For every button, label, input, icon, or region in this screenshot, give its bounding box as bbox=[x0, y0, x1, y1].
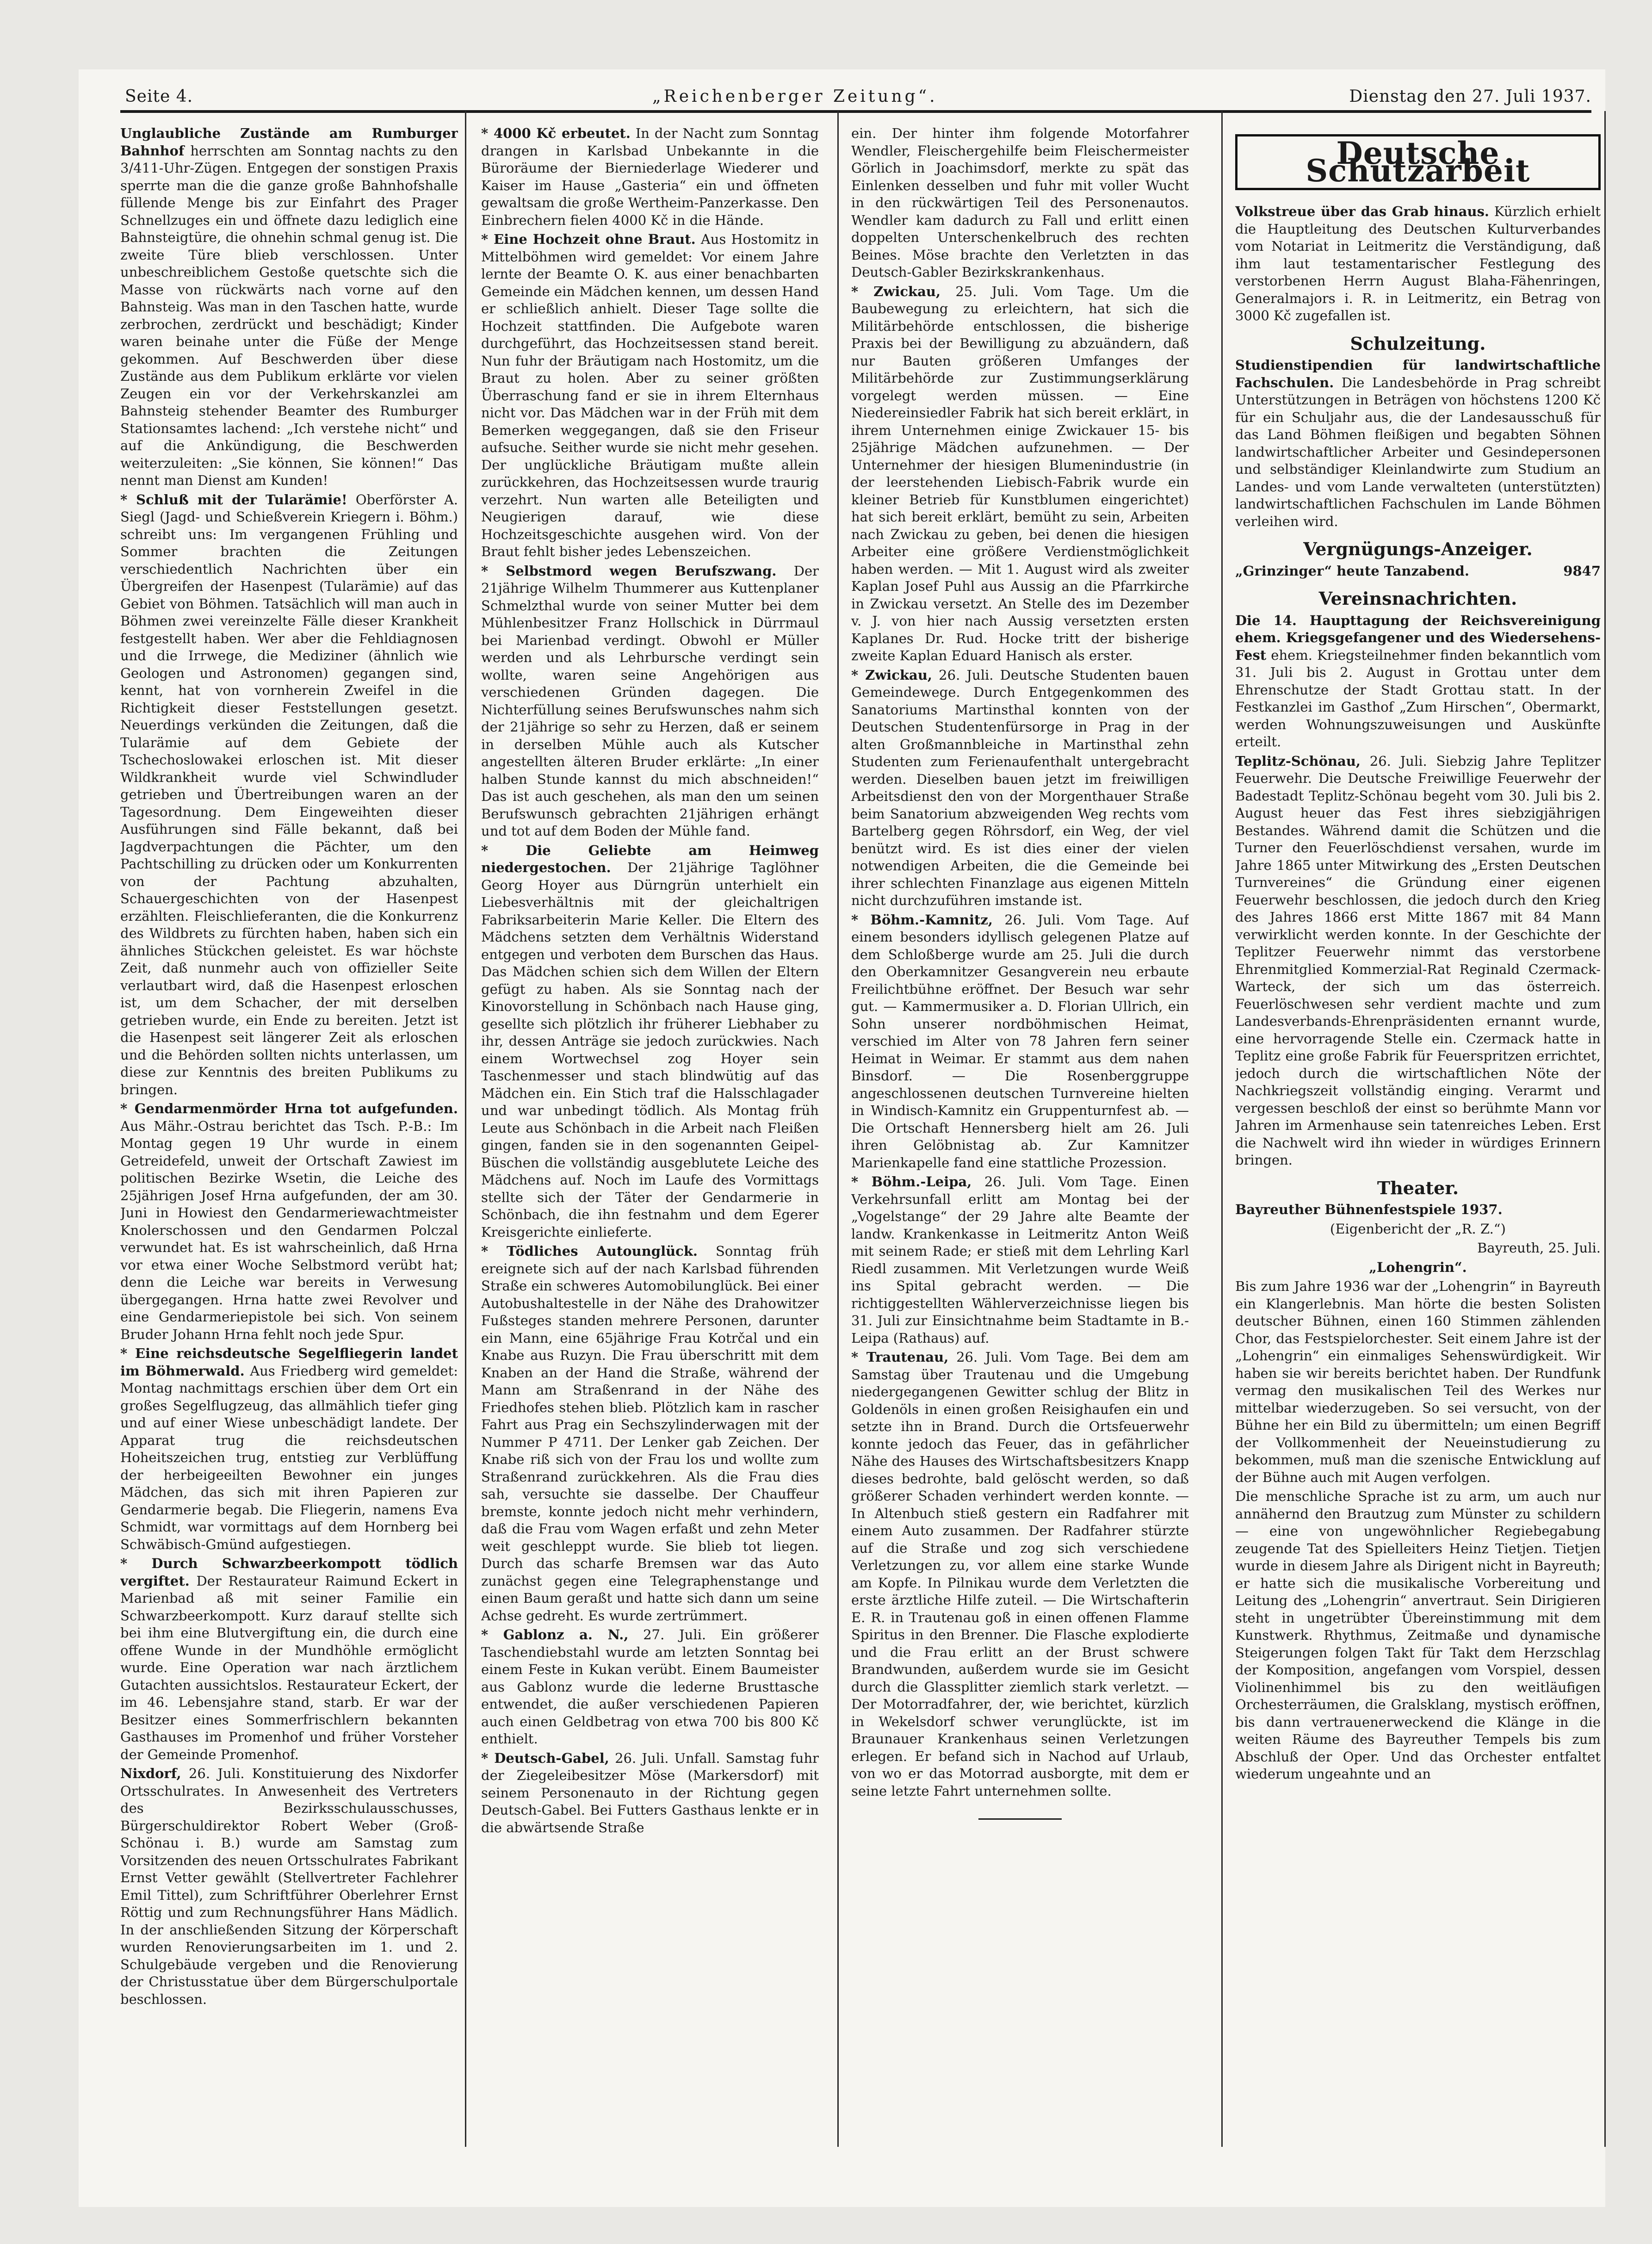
article-body: Der 21jährige Wilhelm Thummerer aus Kuttenplaner Schmelzthal wurde von seiner Mutter bei dem Mühlenbesitzer Franz Hollschick in Dürrmaul bei Marienbad verdingt. Obwohl er Müller werden und als Lehrbursche verdingt sein wollte, waren seine Angehörigen aus verschiedenen Gründen dagegen. Die Nichterfüllung seines Berufswunsches nahm sich der 21jährige so sehr zu Herzen, daß er seinem in derselben Mühle auch als Kutscher angestellten älteren Bruder erklärte: „In einer halben Stunde kannst du mich abschneiden!“ Das ist auch geschehen, als man den um seinen Berufswunsch gebrachten 21jährigen erhängt und tot auf dem Boden der Mühle fand. bbox=[481, 563, 819, 839]
article-headline: * Gendarmenmörder Hrna tot aufgefunden. bbox=[120, 1101, 458, 1116]
section-banner: Deutsche Schutzarbeit bbox=[1235, 134, 1601, 190]
section-title: Theater. bbox=[1377, 1177, 1459, 1198]
article-headline: Die 14. Haupttagung der Reichsvereinigung ehem. Kriegsgefangener und des Wiedersehens-Fest bbox=[1235, 612, 1601, 663]
article-headline: * Selbstmord wegen Berufszwang. bbox=[481, 563, 777, 579]
review-title: Bayreuther Bühnenfestspiele 1937. bbox=[1235, 1202, 1503, 1217]
article-headline: * Gablonz a. N., bbox=[481, 1627, 629, 1643]
article bbox=[851, 283, 1189, 665]
article bbox=[481, 231, 819, 561]
article-body: 26. Juli. Vom Tage. Auf einem besonders idyllisch gelegenen Platze auf dem Schloßberge wurde am 25. Juli die durch den Oberkamnitzer Gesangverein neu erbaute Freilichtbühne eröffnet. Der Besuch war sehr gut. — Kammermusiker a. D. Florian Ullrich, ein Sohn unserer nordböhmischen Heimat, verschied im Alter von 78 Jahren fern seiner Heimat in Weimar. Er stammt aus dem nahen Binsdorf. — Die Rosenberggruppe angeschlossenen deutschen Turnvereine hielten in Windisch-Kamnitz ein Gruppenturnfest ab. — Die Ortschaft Hennersberg hielt am 26. Juli ihren Gelöbnistag ab. Zur Kamnitzer Marienkapelle fand eine stattliche Prozession. bbox=[851, 911, 1189, 1171]
article-headline: * Trautenau, bbox=[851, 1349, 949, 1365]
article-body: 27. Juli. Ein größerer Taschendiebstahl wurde am letzten Sonntag bei einem Feste in Kukan verübt. Einem Baumeister aus Gablonz wurde die lederne Brusttasche entwendet, die außer verschiedenen Papieren auch einen Geldbetrag von etwa 700 bis 800 Kč enthielt. bbox=[481, 1627, 819, 1747]
article-headline: Unglaubliche Zustände am Rumburger Bahnhof bbox=[120, 125, 458, 159]
review-paragraph: Die menschliche Sprache ist zu arm, um auch nur annähernd den Brautzug zum Münster zu schildern — eine von ungewöhnlicher Regiebegabung zeugende Tat des Spielleiters Heinz Tietjen. Tietjen wurde in diesem Jahre als Dirigent nicht in Bayreuth; er hatte sich die musikalische Vorbereitung und Leitung des „Lohengrin“ anvertraut. Sein Dirigieren steht in ungetrübter Übereinstimmung mit dem Kunstwerk. Rhythmus, Zeitmaße und dynamische Steigerungen folgen Takt für Takt dem Herzschlag der Komposition, angefangen vom Vorspiel, dessen Violinenhimmel bis zu den weitläufigen Orchesterräumen, die Gralsklang, mystisch eröffnen, bis dann vertrauenerweckend die Klänge in die weiten Räume des Bayreuther Tempels bis zum Abschluß der Oper. Und das Orchester entfaltet wiederum ungeahnte und an bbox=[1235, 1488, 1601, 1782]
article-body: Aus Friedberg wird gemeldet: Montag nachmittags erschien über dem Ort ein großes Segelflugzeug, das allmählich tiefer ging und auf einer Wiese unbeschädigt landete. Der Apparat trug die reichsdeutschen Hoheitszeichen trug, entstieg zur Verblüffung der herbeigeeilten Bewohner ein junges Mädchen, das sich mit ihren Papieren zur Gendarmerie begab. Die Fliegerin, namens Eva Schmidt, war vormittags auf dem Hornberg bei Schwäbisch-Gmünd aufgestiegen. bbox=[120, 1363, 458, 1552]
article-body: Kürzlich erhielt die Hauptleitung des Deutschen Kulturverbandes vom Notariat in Leitmeritz die Verständigung, daß ihm laut testamentarischer Festlegung des verstorbenen Herrn August Blaha-Fähenringen, Generalmajors i. R. in Leitmeritz, ein Betrag von 3000 Kč zugefallen ist. bbox=[1235, 204, 1601, 323]
article bbox=[1235, 203, 1601, 325]
article bbox=[120, 1100, 458, 1343]
section-title: Schulzeitung. bbox=[1350, 333, 1486, 354]
ad-number: 9847 bbox=[1563, 563, 1601, 579]
article-body: Der Restaurateur Raimund Eckert in Marienbad aß mit seiner Familie ein Schwarzbeerkompott. Kurz darauf stellte sich bei ihm eine Blutvergiftung ein, die durch eine offene Wunde in der Mundhöhle ermöglicht wurde. Eine Operation war nach ärztlichem Gutachten aussichtslos. Restaurateur Eckert, der im 46. Lebensjahre stand, starb. Er war der Besitzer eines Sommerfrischlern bekannten Gasthauses im Promenhof und früher Vorsteher der Gemeinde Promenhof. bbox=[120, 1573, 458, 1762]
article bbox=[120, 1555, 458, 1763]
article-body: 26. Juli. Konstituierung des Nixdorfer Ortsschulrates. In Anwesenheit des Vertreters des Bezirksschulausschusses, Bürgerschuldirektor Robert Weber (Groß-Schönau i. B.) wurde am Samstag zum Vorsitzenden des neuen Ortsschulrates Fabrikant Ernst Vetter gewählt (Stellvertreter Fachlehrer Emil Tittel), zum Schriftführer Oberlehrer Ernst Röttig und zum Rechnungsführer Hans Mädlich. In der anschließenden Sitzung der Körperschaft wurden Renovierungsarbeiten im 1. und 2. Schulgebäude vergeben und die Renovierung der Christusstatue über dem Bürgerschulportale beschlossen. bbox=[120, 1766, 458, 2007]
article bbox=[481, 125, 819, 229]
article bbox=[851, 911, 1189, 1172]
article bbox=[851, 1173, 1189, 1347]
article bbox=[481, 1626, 819, 1748]
article-body: 26. Juli. Siebzig Jahre Teplitzer Feuerwehr. Die Deutsche Freiwillige Feuerwehr der Badestadt Teplitz-Schönau begeht vom 30. Juli bis 2. August heuer das Fest ihres siebzigjährigen Bestandes. Während damit die Schützen und die Turner den Feuerlöschdienst versahen, wurde im Jahre 1865 unter Mitwirkung des „Ersten Deutschen Turnvereines“ die Gründung einer eigenen Feuerwehr beschlossen, die jedoch durch den Krieg des Jahres 1866 erst Mitte 1867 mit 84 Mann verwirklicht werden konnte. In der Geschichte der Teplitzer Feuerwehr nimmt das verstorbene Ehrenmitglied Kommerzial-Rat Reginald Czermack-Warteck, der sich um das österreich. Feuerlöschwesen sehr verdient machte und zum Landesverbands-Ehrenpräsidenten ernannt wurde, eine hervorragende Stelle ein. Czermack hatte in Teplitz eine große Fabrik für Feuerspritzen errichtet, jedoch durch die wirtschaftlichen Nöte der Nachkriegszeit vollständig einging. Verarmt und vergessen beschloß der einst so berühmte Mann vor Jahren im Armenhause sein tatenreiches Leben. Erst die Nachwelt wird ihn wieder in würdiges Erinnern bringen. bbox=[1235, 753, 1601, 1168]
article-headline: * Schluß mit der Tularämie! bbox=[120, 491, 347, 508]
article-headline: * 4000 Kč erbeutet. bbox=[481, 125, 631, 141]
article bbox=[481, 563, 819, 840]
column-divider bbox=[1604, 111, 1606, 2147]
page-number: Seite 4. bbox=[125, 87, 193, 106]
review-subtitle: „Lohengrin“. bbox=[1369, 1259, 1467, 1275]
article-body: Aus Hostomitz in Mittelböhmen wird gemeldet: Vor einem Jahre lernte der Beamte O. K. aus einer benachbarten Gemeinde ein Mädchen kennen, um dessen Hand er schließlich anhielt. Dieser Tage sollte die Hochzeit stattfinden. Die Aufgebote waren durchgeführt, das Hochzeitsessen stand bereit. Nun fuhr der Bräutigam nach Hostomitz, um die Braut zu holen. Aber zu seiner größten Überraschung fand er sie in ihrem Elternhaus nicht vor. Das Mädchen war in der Früh mit dem Bemerken weggegangen, daß sie den Friseur aufsuche. Seither wurde sie nicht mehr gesehen. Der unglückliche Bräutigam mußte allein zurückkehren, das Hochzeitsessen wurde traurig verzehrt. Nun warten alle Beteiligten und Neugierigen darauf, wie diese Hochzeitsgeschichte ausgehen wird. Von der Braut fehlt bisher jedes Lebenszeichen. bbox=[481, 231, 819, 559]
column-divider bbox=[465, 111, 466, 2147]
column-divider bbox=[1221, 111, 1223, 2147]
article-end-rule bbox=[978, 1818, 1062, 1820]
article-headline: Volkstreue über das Grab hinaus. bbox=[1235, 204, 1490, 219]
article-body: Aus Mähr.-Ostrau berichtet das Tsch. P.-B.: Im Montag gegen 19 Uhr wurde in einem Getreidefeld, unweit der Ortschaft Zawiest im politischen Bezirke Wsetin, die Leiche des 25jährigen Josef Hrna aufgefunden, der am 30. Juni in Howiest den Gendarmeriewachtmeister Knolerschossen und den Gendarmen Polczal verwundet hat. Es ist wahrscheinlich, daß Hrna vor etwa einer Woche Selbstmord verübt hat; denn die Leiche war bereits in Verwesung übergegangen. Hrna hatte zwei Revolver und eine Gendarmeriepistole bei sich. Von seinem Bruder Johann Hrna fehlt noch jede Spur. bbox=[120, 1118, 458, 1342]
article-headline: * Eine reichsdeutsche Segelfliegerin landet im Böhmerwald. bbox=[120, 1345, 458, 1379]
article-body: 26. Juli. Vom Tage. Einen Verkehrsunfall erlitt am Montag bei der „Vogelstange“ der 29 Jahre alte Beamte der landw. Krankenkasse in Leitmeritz Anton Weiß mit seinem Rade; er stieß mit dem Lehrling Karl Riedl zusammen. Mit Verletzungen wurde Weiß ins Spital gebracht werden. — Die richtiggestellten Wählerverzeichnisse liegen bis 31. Juli zur Einsichtnahme beim Stadtamte in B.-Leipa (Rathaus) auf. bbox=[851, 1174, 1189, 1346]
article-body: Oberförster A. Siegl (Jagd- und Schießverein Kriegern i. Böhm.) schreibt uns: Im vergangenen Frühling und Sommer brachten die Zeitungen verschiedentlich Nachrichten über ein Übergreifen der Hasenpest (Tularämie) auf das Gebiet von Böhmen. Tatsächlich will man auch in Böhmen zwei vereinzelte Fälle dieser Krankheit festgestellt haben. Wer aber die Fehldiagnosen und die Irrwege, die Mediziner (ähnlich wie Geologen und Astronomen) gegangen sind, kennt, hat von vornherein Zweifel in die Richtigkeit dieser Feststellungen gesetzt. Neuerdings verkünden die Zeitungen, daß die Tularämie auf dem Gebiete der Tschechoslowakei erloschen ist. Mit dieser Wildkrankheit wurde viel Schwindluder getrieben und Übertreibungen waren an der Tagesordnung. Dem Eingeweihten dieser Ausführungen sind Fälle bekannt, daß bei Jagdverpachtungen die Pächter, um den Pachtschilling zu drücken oder um Konkurrenten von der Pachtung abzuhalten, Schauergeschichten von der Hasenpest erzählten. Fleischlieferanten, die die Konkurrenz des Wildbrets zu fürchten haben, haben sich ein ähnliches Stückchen geleistet. Es war höchste Zeit, daß nunmehr auch von offizieller Seite verlautbart wird, daß die Hasenpest erloschen ist, um dem Schacher, der mit derselben getrieben wurde, ein Ende zu bereiten. Jetzt ist die Hasenpest seit längerer Zeit als erloschen und die Behörden sollten nichts unterlassen, um diese zur Kenntnis des breiten Publikums zu bringen. bbox=[120, 491, 458, 1097]
column-4 bbox=[1235, 134, 1601, 2077]
article-headline: * Deutsch-Gabel, bbox=[481, 1750, 609, 1766]
newspaper-title: „Reichenberger Zeitung“. bbox=[652, 87, 938, 106]
issue-date: Dienstag den 27. Juli 1937. bbox=[1349, 87, 1591, 106]
advertisement bbox=[1235, 563, 1601, 580]
article-body: Der 21jährige Taglöhner Georg Hoyer aus Dürngrün unterhielt ein Liebesverhältnis mit der gleichaltrigen Fabriksarbeiterin Marie Keller. Die Eltern des Mädchens setzten dem Verhältnis Widerstand entgegen und verboten dem Burschen das Haus. Das Mädchen schien sich dem Willen der Eltern gefügt zu haben. Als sie Sonntag nach der Kinovorstellung in Schönbach nach Hause ging, gesellte sich plötzlich ihr früherer Liebhaber zu ihr, dessen Anträge sie jedoch zurückwies. Nach einem Wortwechsel zog Hoyer sein Taschenmesser und stach blindwütig auf das Mädchen ein. Ein Stich traf die Halsschlagader und war unbedingt tödlich. Als Montag früh Leute aus Schönbach in die Arbeit nach Fleißen gingen, fanden sie in den sogenannten Geipel-Büschen die vollständig ausgeblutete Leiche des Mädchens auf. Noch im Laufe des Vormittags stellte sich der Täter der Gendarmerie in Schönbach, die ihn festnahm und dem Egerer Kreisgerichte einlieferte. bbox=[481, 860, 819, 1240]
article-body: 26. Juli. Unfall. Samstag fuhr der Ziegeleibesitzer Möse (Markersdorf) mit seinem Personenauto in der Richtung gegen Deutsch-Gabel. Bei Futters Gasthaus lenkte er in die abwärtsende Straße bbox=[481, 1750, 819, 1835]
article bbox=[1235, 357, 1601, 530]
masthead-rule bbox=[120, 110, 1591, 113]
article bbox=[1235, 753, 1601, 1169]
section-title: Vereinsnachrichten. bbox=[1318, 588, 1517, 609]
article bbox=[851, 667, 1189, 910]
article bbox=[120, 125, 458, 490]
article-headline: * Durch Schwarzbeerkompott tödlich vergiftet. bbox=[120, 1556, 458, 1589]
column-2 bbox=[481, 125, 819, 2068]
column-divider bbox=[837, 111, 839, 2147]
article-body: ehem. Kriegsteilnehmer finden bekanntlich vom 31. Juli bis 2. August in Grottau unter dem Ehrenschutze der Stadt Grottau statt. In der Festkanzlei im Gasthof „Zum Hirschen“, Obermarkt, werden Wohnungszuweisungen und Auskünfte erteilt. bbox=[1235, 647, 1601, 750]
article-body: 25. Juli. Vom Tage. Um die Baubewegung zu erleichtern, hat sich die Militärbehörde entschlossen, die bisherige Praxis bei der Bewilligung zu abzuändern, daß nur Bauten größeren Umfanges der Militärbehörde zur Zustimmungserklärung vorgelegt werden müssen. — Eine Niedereinsiedler Fabrik hat sich bereit erklärt, in ihrem Unternehmen einige Zwickauer 15- bis 25jährige Mädchen aufzunehmen. — Der Unternehmer der hiesigen Blumenindustrie (in der leerstehenden Liebisch-Fabrik wurde ein kleiner Betrieb für Kunstblumen eingerichtet) hat sich bereit erklärt, bemüht zu sein, Arbeiten nach Zwickau zu geben, bei denen die hiesigen Arbeiter eine größere Verdienstmöglichkeit haben werden. — Mit 1. August wird als zweiter Kaplan Josef Puhl aus Aussig an die Pfarrkirche in Zwickau versetzt. An Stelle des im Dezember v. J. von hier nach Aussig versetzten ersten Kaplanes Dr. Rud. Hocke tritt der bisherige zweite Kaplan Eduard Hanisch als erster. bbox=[851, 283, 1189, 663]
article bbox=[481, 842, 819, 1241]
article-headline: * Die Geliebte am Heimweg niedergestochen. bbox=[481, 842, 819, 875]
article-headline: Studienstipendien für landwirtschaftliche Fachschulen. bbox=[1235, 357, 1601, 391]
article-headline: * Zwickau, bbox=[851, 667, 933, 683]
review-paragraph: Bis zum Jahre 1936 war der „Lohengrin“ in Bayreuth ein Klangerlebnis. Man hörte die besten Solisten deutscher Bühnen, einen 160 Stimmen zählenden Chor, das Festspielorchester. Seit einem Jahre ist der „Lohengrin“ ein einmaliges Sehenswürdigkeit. Wir haben sie wir bereits berichtet haben. Der Rundfunk vermag den musikalischen Teil des Werkes nur mittelbar wiederzugeben. So sei versucht, von der Bühne her ein Bild zu übermitteln; um einen Begriff der Vollkommenheit der Neueinstudierung zu bekommen, muß man die szenische Entwicklung auf der Bühne auch mit Augen verfolgen. bbox=[1235, 1278, 1601, 1485]
article-body: Die Landesbehörde in Prag schreibt Unterstützungen in Beträgen von höchstens 1200 Kč für ein Schuljahr aus, die der Landesausschuß für das Land Böhmen fleißigen und begabten Söhnen landwirtschaftlicher Arbeiter und Gesindepersonen und selbständiger Kleinlandwirte zum Studium an Landes- und vom Lande verwalteten (unterstützten) landwirtschaftlichen Fachschulen im Lande Böhmen verleihen wird. bbox=[1235, 374, 1601, 529]
article-headline: Nixdorf, bbox=[120, 1766, 181, 1781]
article bbox=[1235, 612, 1601, 751]
article-body: ein. Der hinter ihm folgende Motorfahrer Wendler, Fleischergehilfe beim Fleischermeister Görlich in Joachimsdorf, merkte zu spät das Einlenken desselben und fuhr mit voller Wucht in den rückwärtigen Teil des Personenautos. Wendler kam dadurch zu Fall und erlitt einen doppelten Unterschenkelbruch des rechten Beines. Möse brachte den Verletzten in das Deutsch-Gabler Bezirkskrankenhaus. bbox=[851, 125, 1189, 280]
article-headline: * Eine Hochzeit ohne Braut. bbox=[481, 231, 696, 247]
article-headline: Teplitz-Schönau, bbox=[1235, 753, 1361, 769]
article bbox=[120, 1765, 458, 2008]
column-3 bbox=[851, 125, 1189, 2068]
article bbox=[481, 1750, 819, 1837]
article bbox=[120, 491, 458, 1099]
article bbox=[851, 1349, 1189, 1800]
article-body: herrschten am Sonntag nachts zu den 3/411-Uhr-Zügen. Entgegen der sonstigen Praxis sperrte man die die ganze große Bahnhofshalle füllende Menge bis zur Einfahrt des Prager Schnellzuges ein und öffnete dazu lediglich eine Bahnsteigtüre, die ohnehin schmal genug ist. Die zweite Türe blieb verschlossen. Unter unbeschreiblichem Gestoße quetschte sich die Masse von rückwärts nach vorne auf den Bahnsteig. Was man in den Taschen hatte, wurde zerbrochen, zerdrückt und beschädigt; Kinder waren beinahe unter die Füße der Menge gekommen. Auf Beschwerden über diese Zustände aus dem Publikum erklärte vor vielen Zeugen ein vor der Verkehrskanzlei am Bahnsteig stehender Beamter des Rumburger Stationsamtes lachend: „Ich verstehe nicht“ und auf die Ankündigung, die Beschwerden weiterzuleiten: „Sie können, Sie können!“ Das nennt man Dienst am Kunden! bbox=[120, 143, 458, 488]
review-dateline: Bayreuth, 25. Juli. bbox=[1477, 1240, 1601, 1256]
article-headline: * Zwickau, bbox=[851, 283, 941, 299]
article bbox=[120, 1345, 458, 1553]
article-body: 26. Juli. Deutsche Studenten bauen Gemeindewege. Durch Entgegenkommen des Sanatoriums Martinsthal konnten von der Deutschen Studentenfürsorge in Prag in der alten Großmannbleiche in Martinsthal zehn Studenten zum Ferienaufenthalt untergebracht werden. Dieselben bauen jetzt im freiwilligen Arbeitsdienst den von der Morgenthauer Straße beim Sanatorium abzweigenden Weg rechts vom Bartelberg gegen Röhrsdorf, ein Weg, der viel benützt wird. Es ist dies einer der vielen notwendigen Arbeiten, die die Gemeinde bei ihrer schlechten Finanzlage aus eigenen Mitteln nicht durchzuführen imstande ist. bbox=[851, 667, 1189, 908]
article-body: Sonntag früh ereignete sich auf der nach Karlsbad führenden Straße ein schweres Automobilunglück. Bei einer Autobushaltestelle in der Nähe des Drahowitzer Fußsteges standen mehrere Personen, darunter ein Mann, eine 65jährige Frau Kotrčal und ein Knabe aus Ruzyn. Die Frau überschritt mit dem Knaben an der Hand die Straße, während der Mann am Straßenrand in der Nähe des Friedhofes stehen blieb. Plötzlich kam in rascher Fahrt aus Prag ein Sechszylinderwagen mit der Nummer P 4711. Der Lenker gab Zeichen. Der Knabe riß sich von der Frau los und wollte zum Straßenrand zurückkehren. Als die Frau dies sah, versuchte sie dasselbe. Der Chauffeur bremste, konnte jedoch nicht mehr verhindern, daß die Frau vom Wagen erfaßt und zehn Meter weit geschleppt wurde. Sie blieb tot liegen. Durch das scharfe Bremsen war das Auto zunächst gegen eine Telegraphenstange und einen Baum geraßt und hatte sich dann um seine Achse gedreht. Es wurde zertrümmert. bbox=[481, 1243, 819, 1624]
column-1 bbox=[120, 125, 458, 2068]
article bbox=[851, 125, 1189, 281]
article-headline: * Tödliches Autounglück. bbox=[481, 1243, 698, 1259]
article-body: In der Nacht zum Sonntag drangen in Karlsbad Unbekannte in die Büroräume der Bierniederlage Wiederer und Kaiser im Hause „Gasteria“ ein und öffneten gewaltsam die große Wertheim-Panzerkasse. Den Einbrechern fielen 4000 Kč in die Hände. bbox=[481, 125, 819, 228]
section-title: Vergnügungs-Anzeiger. bbox=[1303, 539, 1533, 559]
ad-text: „Grinzinger“ heute Tanzabend. bbox=[1235, 563, 1469, 579]
article bbox=[481, 1243, 819, 1624]
article-headline: * Böhm.-Leipa, bbox=[851, 1174, 972, 1190]
article-body: 26. Juli. Vom Tage. Bei dem am Samstag über Trautenau und die Umgebung niedergegangenen Gewitter schlug der Blitz in Goldenöls in einen großen Reisighaufen ein und setzte ihn in Brand. Durch die Ortsfeuerwehr konnte jedoch das Feuer, das in gefährlicher Nähe des Hauses des Wirtschaftsbesitzers Knapp dieses bedrohte, bald gelöscht werden, so daß größerer Schaden verhindert werden konnte. — In Altenbuch stieß gestern ein Radfahrer mit einem Auto zusammen. Der Radfahrer stürzte auf die Straße und zog sich verschiedene Verletzungen zu, vor allem eine starke Wunde am Kopfe. In Pilnikau wurde dem Verletzten die erste ärztliche Hilfe zuteil. — Die Wirtschafterin E. R. in Trautenau goß in einen offenen Flamme Spiritus in den Brenner. Die Flasche explodierte und die Frau erlitt an der Brust schwere Brandwunden, außerdem wurde sie im Gesicht durch die Glassplitter ziemlich stark verletzt. — Der Motorradfahrer, der, wie berichtet, kürzlich in Wekelsdorf schwer verunglückte, ist im Braunauer Krankenhaus seinen Verletzungen erlegen. Er befand sich in Nachod auf Urlaub, von wo er das Motorrad ausborgte, mit dem er seine letzte Fahrt unternehmen sollte. bbox=[851, 1349, 1189, 1799]
article-headline: * Böhm.-Kamnitz, bbox=[851, 911, 993, 928]
review-byline: (Eigenbericht der „R. Z.“) bbox=[1330, 1221, 1506, 1237]
masthead bbox=[125, 87, 1591, 119]
